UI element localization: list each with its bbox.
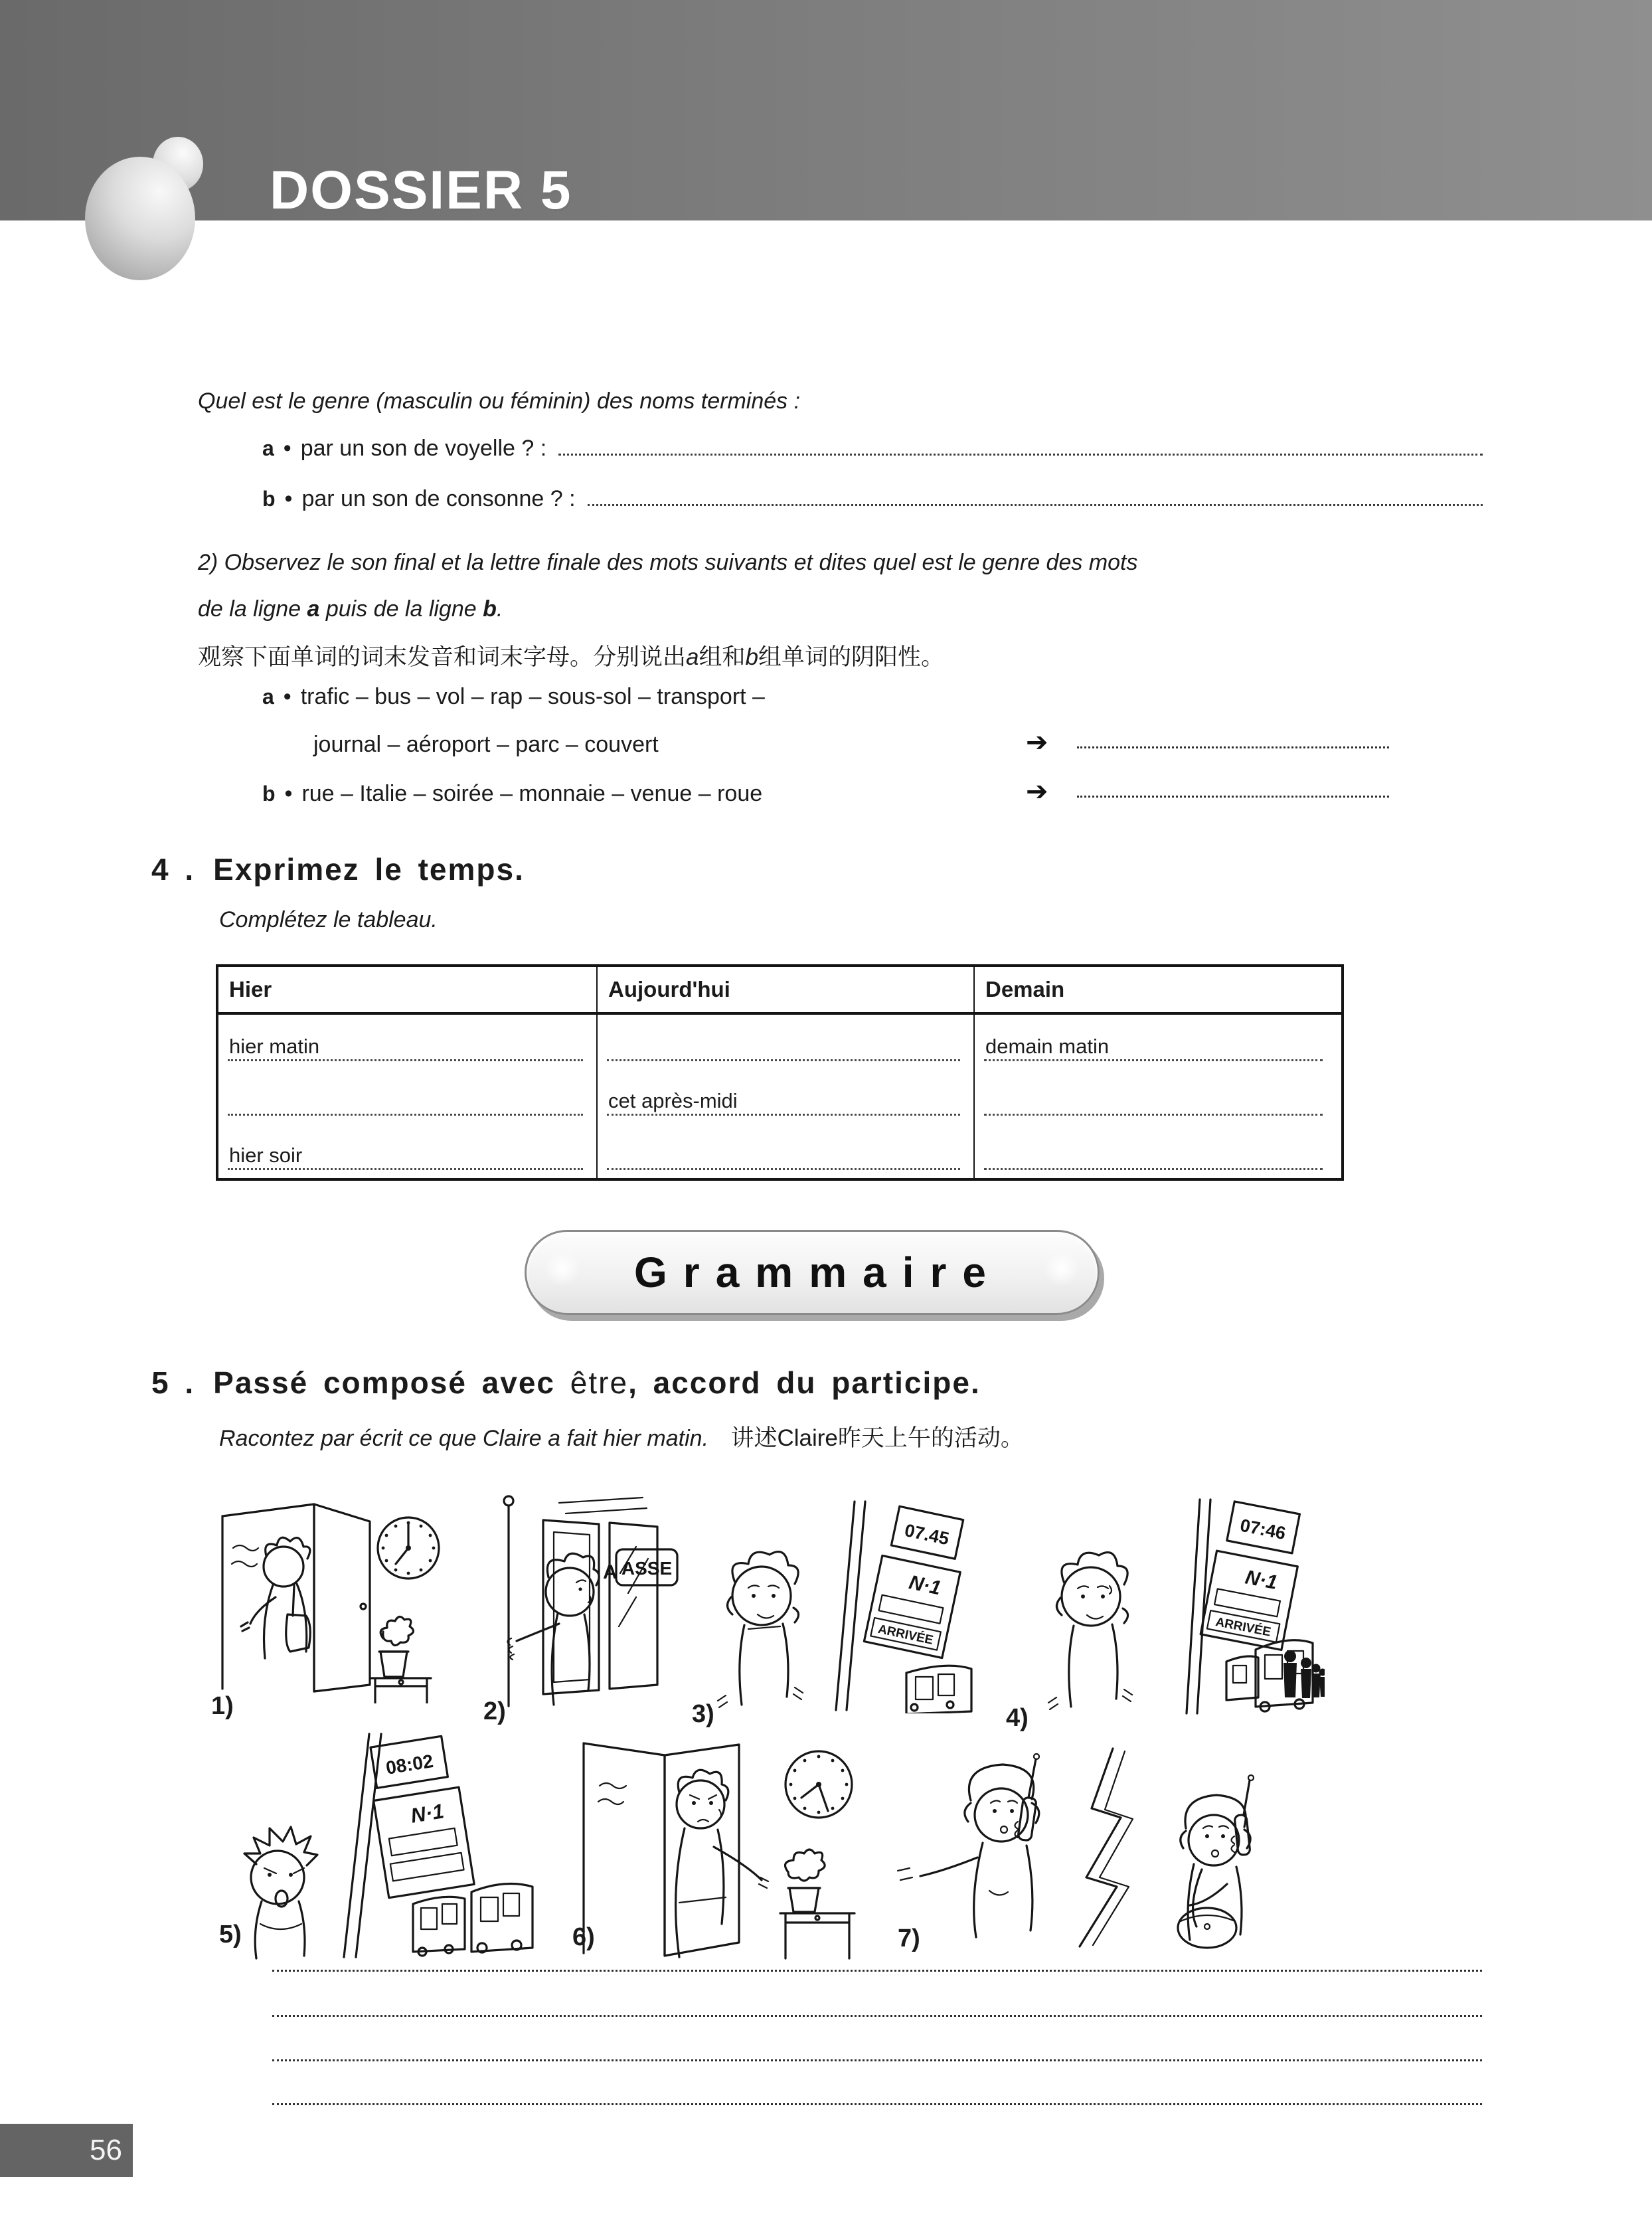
timetable-sign (864, 1505, 971, 1658)
column-aujourdhui (598, 1015, 975, 1178)
picture-label-3: 3) (692, 1700, 714, 1728)
section5-title-seg3: , accord du participe. (628, 1365, 981, 1400)
section5-title-seg1: Passé composé avec (213, 1365, 570, 1400)
door-drawing (584, 1743, 739, 1956)
section4-instruction: Complétez le tableau. (219, 907, 438, 932)
dossier-title: DOSSIER 5 (270, 160, 572, 220)
list-a-marker: a (262, 685, 274, 709)
arrivee-label: ARRIVÉE (1214, 1615, 1272, 1640)
table-cell[interactable] (218, 1015, 596, 1069)
sign-text: ASSE (621, 1558, 673, 1579)
cell-answer-line[interactable] (228, 1168, 583, 1170)
section4-heading (151, 851, 525, 887)
decorative-big-ellipse (85, 157, 195, 280)
table-cell[interactable] (598, 1124, 973, 1178)
section4-title: Exprimez le temps. (213, 852, 525, 887)
zh-seg1: 观察下面单词的词末发音和词末字母。分别说出 (198, 644, 687, 670)
sign-pole (836, 1502, 865, 1710)
cell-answer-line[interactable] (228, 1059, 583, 1061)
part2-line1: 2) Observez le son final et la lettre finale des mots suivants et dites quel est le genre des mots (198, 550, 1138, 575)
part2-chinese (198, 639, 944, 672)
cell-answer-line[interactable] (228, 1114, 583, 1116)
col-header-aujourdhui: Aujourd'hui (598, 967, 975, 1012)
picture-label-6: 6) (572, 1923, 595, 1951)
line-number: N·1 (907, 1571, 944, 1600)
genre-item-b (262, 486, 1483, 512)
picture-label-2: 2) (483, 1697, 506, 1725)
item-a-marker: a (262, 436, 274, 460)
table-cell[interactable] (975, 1069, 1336, 1124)
woman-figure (718, 1552, 803, 1707)
section5-heading (151, 1365, 981, 1401)
bullet-icon: • (284, 486, 293, 511)
word-list-a-line1 (262, 684, 765, 710)
grammaire-label: Grammaire (634, 1249, 1002, 1296)
zh-seg5: 组单词的阴阳性。 (758, 644, 944, 670)
cell-answer-line[interactable] (607, 1114, 960, 1116)
answer-line-list-a[interactable] (1077, 746, 1389, 748)
cell-word: cet après-midi (608, 1089, 738, 1112)
section5-instruction-zh: 讲述Claire昨天上午的活动。 (730, 1425, 1024, 1451)
word-list-a-line2: journal – aéroport – parc – couvert (313, 732, 659, 757)
column-demain (975, 1015, 1336, 1178)
table-cell[interactable] (975, 1015, 1336, 1069)
answer-line-b[interactable] (588, 504, 1483, 506)
zh-seg3: 组和 (699, 644, 746, 670)
timetable-sign (365, 1735, 474, 1898)
writing-line-3[interactable] (272, 2049, 1482, 2061)
arrow-icon: ➔ (1026, 728, 1048, 757)
illustration-4-arrival-0746 (993, 1488, 1325, 1720)
genre-intro: Quel est le genre (masculin ou féminin) des noms terminés : (198, 388, 801, 414)
line-number: N·1 (1243, 1566, 1280, 1594)
cell-word: hier soir (229, 1144, 303, 1167)
flower-pot-icon (371, 1616, 431, 1703)
list-b-words: rue – Italie – soirée – monnaie – venue – roue (301, 781, 763, 806)
table-cell[interactable] (598, 1069, 973, 1124)
word-list-b (262, 781, 762, 807)
item-a-text: par un son de voyelle ? : (300, 436, 547, 461)
grammaire-banner (525, 1230, 1100, 1315)
part2-line2 (198, 596, 503, 622)
table-cell[interactable] (598, 1015, 973, 1069)
answer-line-list-b[interactable] (1077, 796, 1389, 798)
part2-seg5: . (496, 596, 503, 622)
clock-display: 07.45 (902, 1520, 951, 1549)
illustration-5-missed-bus-0802 (212, 1723, 538, 1962)
bus-drawing (906, 1666, 971, 1713)
door-sign (603, 1549, 677, 1585)
cell-word: demain matin (985, 1035, 1110, 1058)
sign-pole (344, 1734, 381, 1957)
section5-title-seg2: être (570, 1365, 629, 1400)
picture-label-1: 1) (211, 1692, 234, 1720)
table-cell[interactable] (218, 1124, 596, 1178)
section5-instruction-fr: Racontez par écrit ce que Claire a fait hier matin. (219, 1426, 709, 1451)
cell-answer-line[interactable] (984, 1059, 1323, 1061)
door-drawing (222, 1504, 370, 1691)
clock-display: 08:02 (384, 1750, 435, 1778)
bullet-icon: • (284, 781, 293, 806)
clock-display: 07:46 (1238, 1515, 1287, 1544)
picture-label-4: 4) (1006, 1704, 1029, 1732)
part2-seg3: puis de la ligne (319, 596, 483, 622)
woman-figure (241, 1537, 310, 1658)
illustration-1-leaving-home (209, 1484, 461, 1703)
time-table-header (218, 967, 1341, 1015)
list-b-marker: b (262, 782, 276, 806)
cell-answer-line[interactable] (984, 1114, 1323, 1116)
writing-line-1[interactable] (272, 1959, 1482, 1972)
bus-drawing (1226, 1640, 1313, 1711)
arrow-icon: ➔ (1026, 777, 1048, 806)
illustration-3-platform-0745 (687, 1484, 973, 1713)
wall-clock-icon (785, 1751, 852, 1818)
header-banner (0, 0, 1652, 220)
picture-label-7: 7) (898, 1925, 920, 1952)
table-cell[interactable] (975, 1124, 1336, 1178)
calling-woman-right (1178, 1775, 1254, 1948)
woman-figure (1048, 1553, 1132, 1709)
part2-seg4: b (483, 596, 497, 622)
part2-seg1: de la ligne (198, 596, 307, 622)
cell-answer-line[interactable] (607, 1168, 960, 1170)
illustration-6-arriving-late (561, 1723, 880, 1962)
lightning-bolt-icon (1080, 1749, 1133, 1946)
section5-number: 5 . (151, 1365, 195, 1400)
list-a-words-1: trafic – bus – vol – rap – sous-sol – transport – (300, 684, 765, 709)
zh-seg2: a (686, 644, 699, 670)
section4-number: 4 . (151, 852, 195, 887)
section5-instruction (219, 1420, 1024, 1453)
cell-answer-line[interactable] (607, 1059, 960, 1061)
genre-item-a (262, 436, 1483, 462)
line-number: N·1 (409, 1799, 446, 1828)
writing-line-2[interactable] (272, 2004, 1482, 2017)
wall-clock-icon (378, 1517, 439, 1579)
picture-label-5: 5) (219, 1921, 242, 1948)
calling-woman-left (898, 1754, 1039, 1937)
bullet-icon: • (283, 684, 291, 709)
bus-door-drawing (504, 1496, 657, 1706)
col-header-hier: Hier (218, 967, 598, 1012)
illustration-7-phone-call (890, 1737, 1328, 1956)
zh-seg4: b (745, 644, 758, 670)
cell-answer-line[interactable] (984, 1168, 1323, 1170)
table-cell[interactable] (218, 1069, 596, 1124)
cell-word: hier matin (229, 1035, 320, 1058)
illustration-2-boarding-bus (479, 1491, 685, 1710)
bullet-icon: • (283, 436, 291, 461)
part2-seg2: a (307, 596, 320, 622)
banner-highlight (545, 1249, 580, 1288)
arrivee-label: ARRIVÉE (876, 1622, 935, 1648)
page-number-badge (0, 2124, 133, 2177)
item-b-text: par un son de consonne ? : (301, 486, 576, 511)
upset-woman-figure (244, 1827, 317, 1958)
time-table (216, 964, 1344, 1181)
woman-figure (676, 1770, 768, 1957)
column-hier (218, 1015, 598, 1178)
banner-highlight (1044, 1249, 1079, 1288)
time-table-body (218, 1015, 1341, 1178)
col-header-demain: Demain (985, 977, 1065, 1001)
writing-line-4[interactable] (272, 2093, 1482, 2105)
timetable-sign (1200, 1500, 1307, 1650)
sign-letter: A (603, 1561, 618, 1583)
bus-drawing (413, 1884, 533, 1956)
answer-line-a[interactable] (558, 454, 1483, 456)
flower-pot-icon (780, 1850, 855, 1958)
page-number: 56 (90, 2134, 122, 2166)
item-b-marker: b (262, 487, 276, 511)
